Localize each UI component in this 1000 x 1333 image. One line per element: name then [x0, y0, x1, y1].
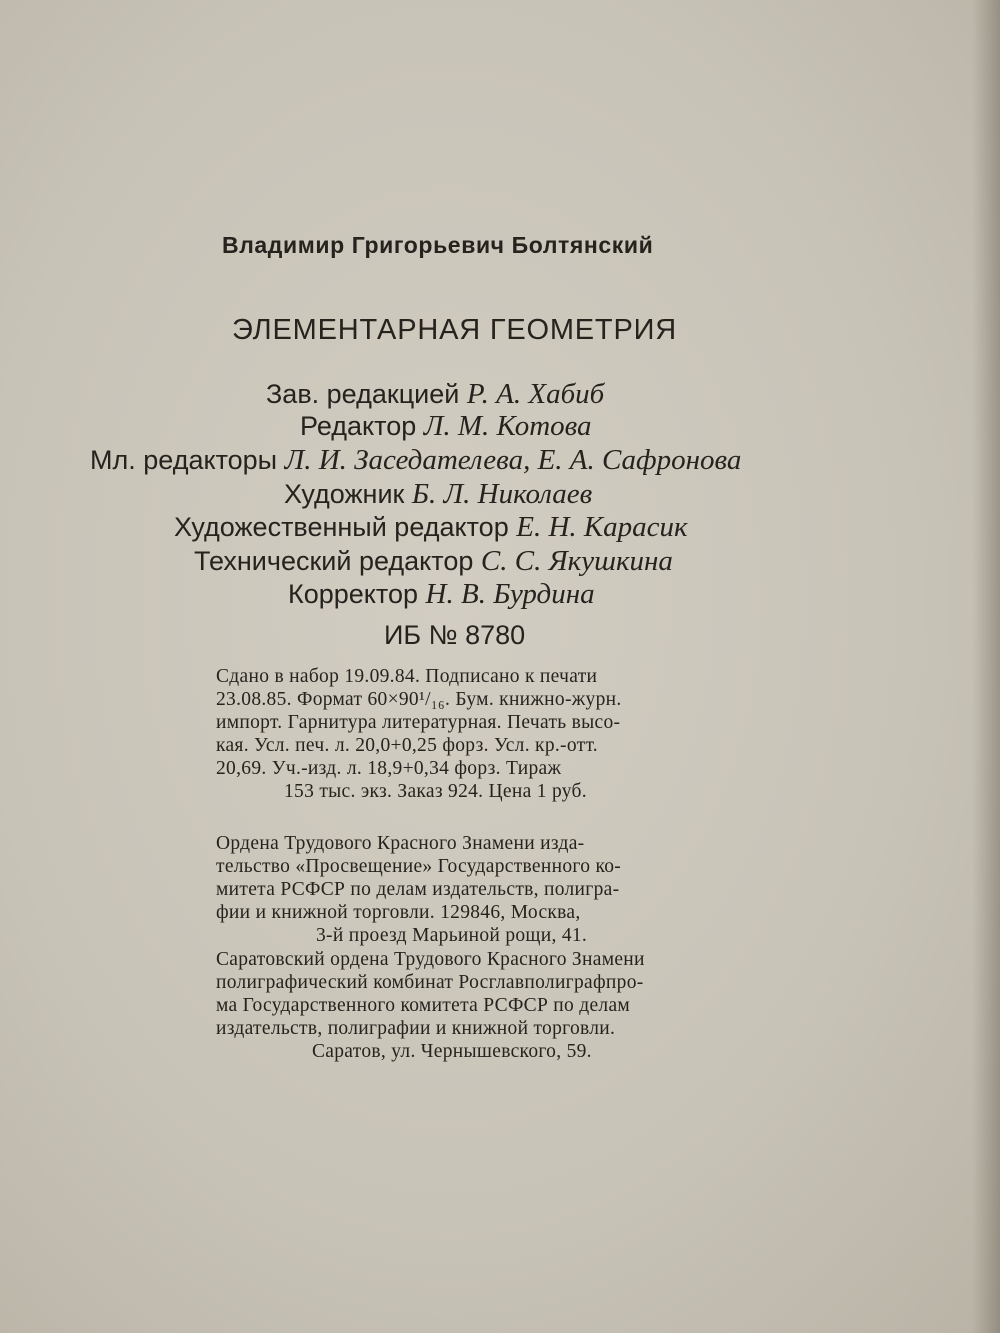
credit-name: Р. А. Хабиб	[466, 378, 605, 410]
credit-role: Редактор	[300, 411, 417, 441]
credit-role: Корректор	[288, 579, 419, 609]
credit-line	[194, 545, 673, 578]
printer-line: Саратов, ул. Чернышевского, 59.	[312, 1041, 592, 1062]
credit-line	[266, 378, 604, 411]
credit-role: Зав. редакцией	[266, 379, 460, 409]
publisher-block	[216, 832, 621, 947]
publisher-line: 3-й проезд Марьиной рощи, 41.	[316, 925, 588, 946]
ib-number: ИБ № 8780	[384, 620, 526, 650]
credit-role: Художник	[284, 479, 405, 509]
publisher-line: фии и книжной торговли. 129846, Москва,	[216, 902, 581, 923]
credit-name: Е. Н. Карасик	[516, 511, 688, 543]
printer-line: ма Государственного комитета РСФСР по делам	[216, 995, 631, 1016]
imprint-line: 23.08.85. Формат 60×90¹/₁₆. Бум. книжно-журн.	[216, 689, 622, 710]
imprint-line: 153 тыс. экз. Заказ 924. Цена 1 руб.	[284, 781, 587, 802]
imprint-line: импорт. Гарнитура литературная. Печать высо-	[216, 712, 621, 733]
printer-line: Саратовский ордена Трудового Красного Знамени	[216, 949, 645, 970]
credit-name: Б. Л. Николаев	[411, 478, 593, 510]
imprint-line: Сдано в набор 19.09.84. Подписано к печати	[216, 666, 598, 687]
credit-role: Мл. редакторы	[90, 445, 278, 475]
credit-role: Художественный редактор	[174, 512, 509, 542]
credit-line	[174, 511, 688, 544]
imprint-line: кая. Усл. печ. л. 20,0+0,25 форз. Усл. кр.-отт.	[216, 735, 598, 756]
page-edge-shadow	[972, 0, 1000, 1333]
publisher-line: митета РСФСР по делам издательств, полигра-	[216, 879, 620, 900]
publisher-line: Ордена Трудового Красного Знамени изда-	[216, 833, 585, 854]
book-title: ЭЛЕМЕНТАРНАЯ ГЕОМЕТРИЯ	[232, 314, 677, 346]
credit-line	[288, 578, 595, 611]
credit-name: Л. М. Котова	[423, 410, 592, 442]
credit-line	[90, 444, 741, 477]
imprint-block	[216, 665, 622, 803]
printer-block	[216, 948, 645, 1063]
credit-name: Л. И. Заседателева, Е. А. Сафронова	[284, 444, 742, 476]
imprint-line: 20,69. Уч.-изд. л. 18,9+0,34 форз. Тираж	[216, 758, 562, 779]
printer-line: издательств, полиграфии и книжной торговли.	[216, 1018, 616, 1039]
credit-name: С. С. Якушкина	[480, 545, 673, 577]
publisher-line: тельство «Просвещение» Государственного ко-	[216, 856, 622, 877]
credit-role: Технический редактор	[194, 546, 474, 576]
credit-line	[284, 478, 592, 511]
printer-line: полиграфический комбинат Росглавполиграфпро-	[216, 972, 644, 993]
credit-line	[300, 410, 592, 443]
author-name: Владимир Григорьевич Болтянский	[222, 232, 654, 258]
credit-name: Н. В. Бурдина	[425, 578, 595, 610]
